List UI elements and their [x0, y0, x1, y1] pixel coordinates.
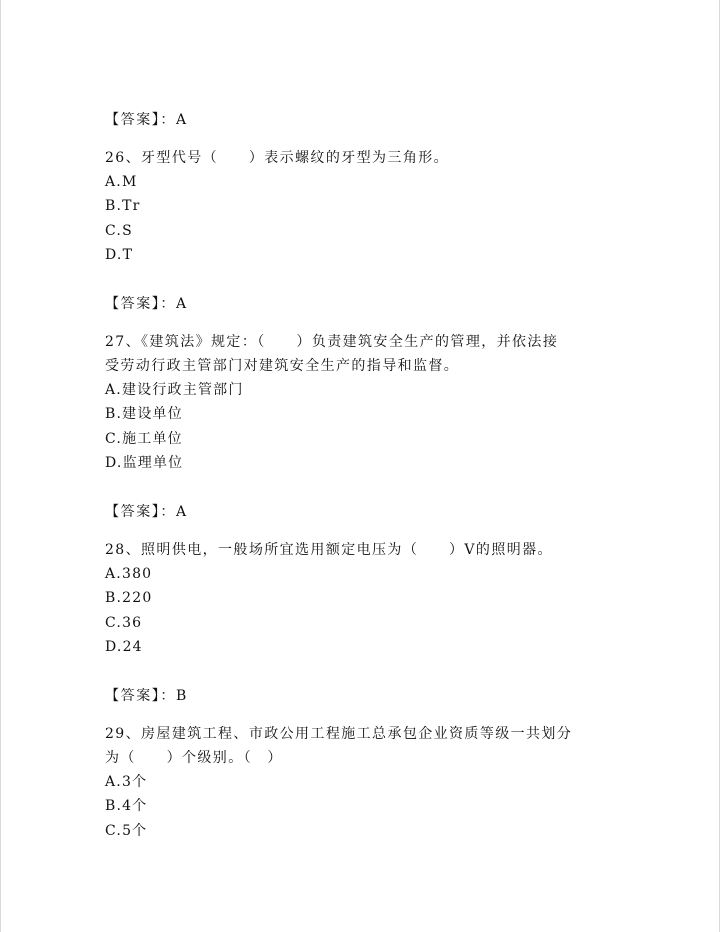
- question-29-option-c: C.5个: [105, 823, 148, 839]
- answer-28: 【答案】：B: [105, 688, 188, 704]
- question-26-option-d: D.T: [105, 247, 134, 263]
- question-26-stem: 26、牙型代号（ ）表示螺纹的牙型为三角形。: [105, 150, 450, 166]
- question-29-stem-line2: 为（ ）个级别。（ ）: [105, 750, 283, 766]
- question-29-option-a: A.3个: [105, 774, 148, 790]
- question-27-option-a: A.建设行政主管部门: [105, 382, 244, 398]
- question-26-option-a: A.M: [105, 174, 138, 190]
- question-28-option-a: A.380: [105, 566, 153, 582]
- question-29-option-b: B.4个: [105, 798, 148, 814]
- answer-26: 【答案】：A: [105, 296, 188, 312]
- question-26-option-b: B.Tr: [105, 198, 141, 214]
- answer-25: 【答案】：A: [105, 112, 188, 128]
- question-27-stem-line2: 受劳动行政主管部门对建筑安全生产的指导和监督。: [105, 358, 460, 374]
- question-28-stem: 28、照明供电，一般场所宜选用额定电压为（ ）V的照明器。: [105, 542, 553, 558]
- question-27-option-c: C.施工单位: [105, 431, 183, 447]
- question-28-option-d: D.24: [105, 639, 143, 655]
- question-27-option-b: B.建设单位: [105, 406, 183, 422]
- question-28-option-c: C.36: [105, 615, 143, 631]
- question-26-option-c: C.S: [105, 223, 133, 239]
- question-27-stem-line1: 27、《建筑法》规定：（ ）负责建筑安全生产的管理，并依法接: [105, 334, 559, 350]
- answer-27: 【答案】：A: [105, 504, 188, 520]
- question-27-option-d: D.监理单位: [105, 455, 184, 471]
- question-28-option-b: B.220: [105, 590, 153, 606]
- question-29-stem-line1: 29、房屋建筑工程、市政公用工程施工总承包企业资质等级一共划分: [105, 726, 573, 742]
